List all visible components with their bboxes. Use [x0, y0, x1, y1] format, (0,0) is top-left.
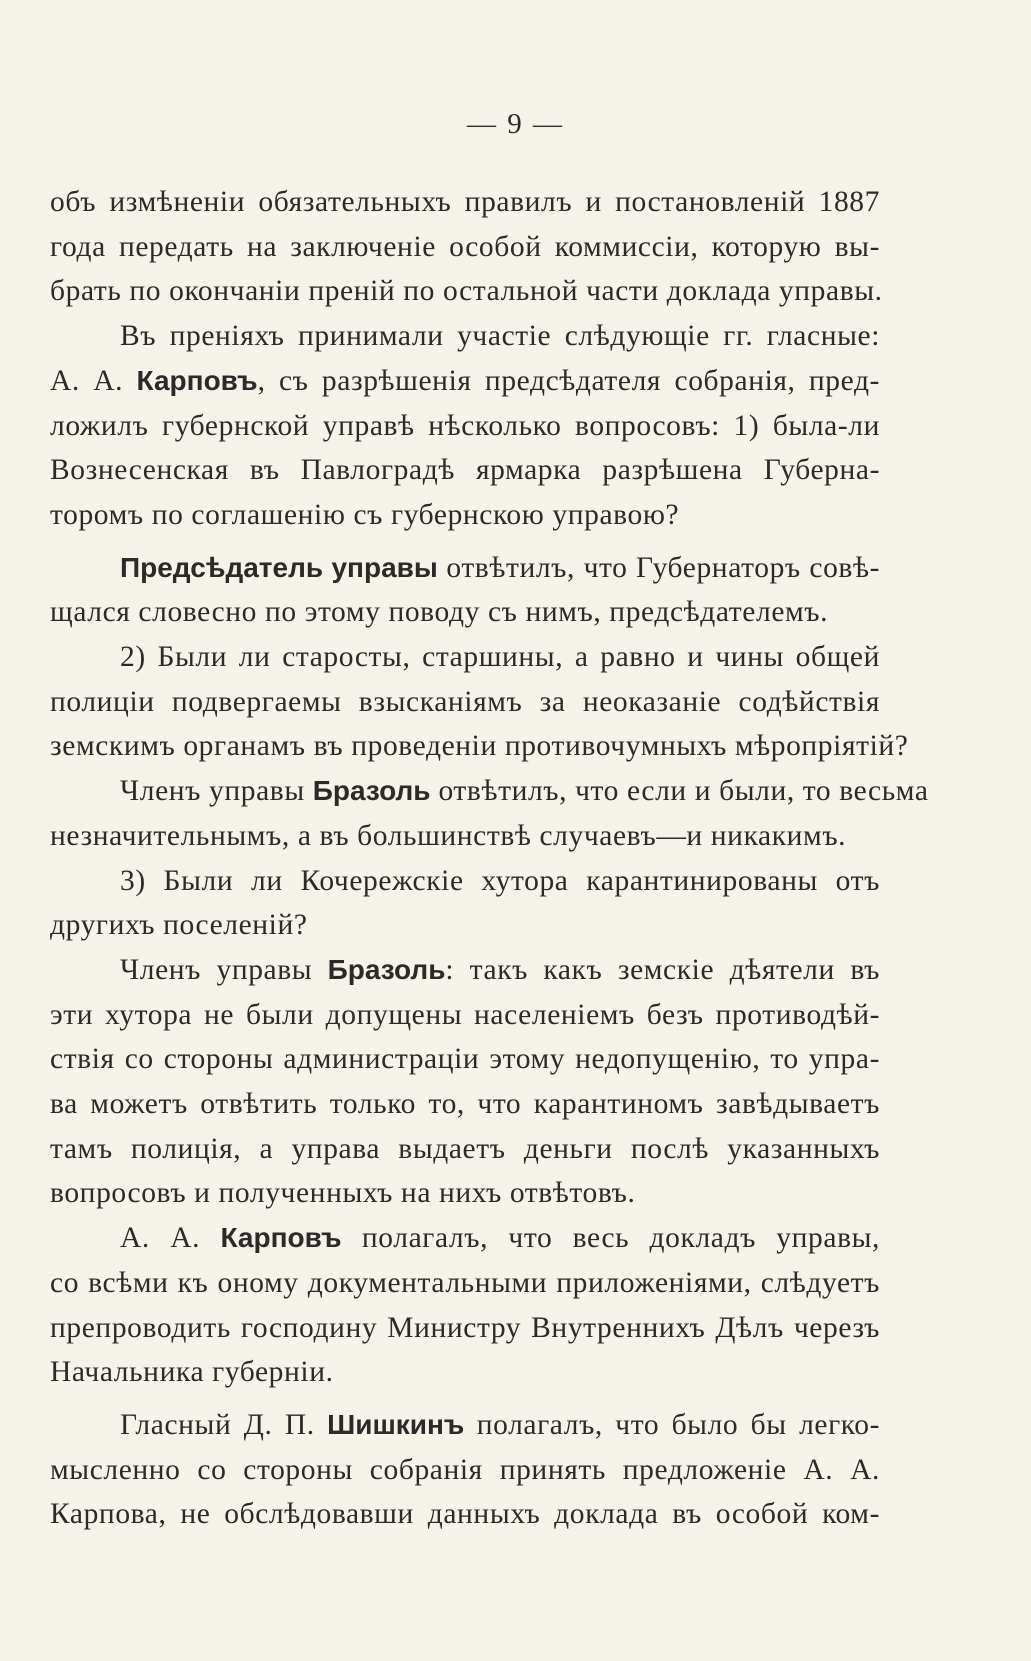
line-text: мысленно со стороны собранія принять предложеніе А. А.	[50, 1453, 880, 1486]
line-text: Членъ управы	[120, 775, 313, 808]
text-line	[50, 1350, 880, 1395]
text-line	[50, 1261, 880, 1306]
line-text: Вознесенская въ Павлоградѣ ярмарка разрѣшена Губерна-	[50, 454, 880, 487]
line-text: эти хутора не были допущены населеніемъ безъ противодѣй-	[50, 998, 880, 1031]
text-line	[50, 359, 880, 404]
text-line	[50, 724, 909, 769]
line-text: земскимъ органамъ въ проведеніи противочумныхъ мѣропріятій?	[50, 730, 909, 763]
text-line	[50, 493, 880, 538]
text-line	[50, 993, 880, 1038]
line-text: А. А.	[120, 1222, 221, 1255]
line-text: полагалъ, что было бы легко-	[464, 1408, 880, 1441]
text-line	[50, 1171, 880, 1216]
line-text: ва можетъ отвѣтить только то, что карантиномъ завѣдываетъ	[50, 1088, 880, 1121]
line-text: препроводить господину Министру Внутреннихъ Дѣлъ черезъ	[50, 1311, 880, 1344]
line-text: А. А.	[50, 364, 137, 397]
text-line	[50, 590, 880, 635]
text-line	[50, 225, 880, 270]
line-text: , съ разрѣшенія предсѣдателя собранія, пред-	[257, 364, 880, 397]
body-text	[50, 180, 929, 1537]
line-text: полагалъ, что весь докладъ управы,	[341, 1222, 880, 1255]
line-text: отвѣтилъ, что если и были, то весьма	[430, 775, 929, 808]
line-text: ложилъ губернской управѣ нѣсколько вопросовъ: 1) была-ли	[50, 409, 880, 442]
speaker-name: Шишкинъ	[327, 1408, 465, 1440]
line-text: Карпова, не обслѣдовавши данныхъ доклада въ особой ком-	[50, 1498, 880, 1531]
line-text: Членъ управы	[120, 953, 328, 986]
speaker-name: Карповъ	[220, 1222, 342, 1254]
text-line	[50, 948, 880, 993]
line-text: объ измѣненіи обязательныхъ правилъ и постановленій 1887	[50, 186, 880, 218]
text-line	[50, 859, 880, 904]
text-line	[50, 448, 880, 493]
text-line	[50, 1127, 880, 1172]
line-text: щался словесно по этому поводу съ нимъ, предсѣдателемъ.	[50, 596, 829, 629]
speaker-name: Бразоль	[312, 775, 431, 807]
line-text: Начальника губерніи.	[50, 1356, 334, 1389]
speaker-name: Бразоль	[327, 953, 446, 985]
text-line	[50, 1403, 880, 1448]
line-text: Въ преніяхъ принимали участіе слѣдующіе гг. гласные:	[120, 320, 880, 353]
text-line	[50, 314, 880, 359]
line-text: полиціи подвергаемы взысканіямъ за неоказаніе содѣйствія	[50, 685, 880, 718]
line-text: 2) Были ли старосты, старшины, а равно и чины общей	[120, 641, 880, 674]
text-line	[50, 180, 880, 225]
text-line	[50, 680, 880, 725]
text-line	[50, 1448, 880, 1493]
text-line	[50, 635, 880, 680]
text-line	[50, 269, 883, 314]
line-text: другихъ поселеній?	[50, 909, 308, 942]
text-line	[50, 1037, 880, 1082]
text-line	[50, 1216, 880, 1261]
line-text: отвѣтилъ, что Губернаторъ совѣ-	[437, 551, 880, 584]
line-text: 3) Были ли Кочережскіе хутора карантинированы отъ	[120, 864, 880, 897]
speaker-name: Карповъ	[136, 364, 258, 396]
line-text: вопросовъ и полученныхъ на нихъ отвѣтовъ.	[50, 1177, 636, 1210]
line-text: Гласный Д. П.	[120, 1408, 328, 1441]
text-line	[50, 1492, 880, 1537]
line-text: : такъ какъ земскіе дѣятели въ	[445, 953, 880, 986]
text-line	[50, 814, 880, 859]
line-text: со всѣми къ оному документальными приложеніями, слѣдуетъ	[50, 1266, 880, 1299]
text-line	[50, 404, 880, 449]
text-line	[50, 903, 880, 948]
text-line	[50, 1082, 880, 1127]
text-line	[50, 546, 880, 591]
speaker-name: Предсѣдатель управы	[120, 551, 438, 583]
line-text: незначительнымъ, а въ большинствѣ случаевъ—и никакимъ.	[50, 819, 847, 852]
line-text: года передать на заключеніе особой коммиссіи, которую вы-	[50, 230, 880, 263]
line-text: ствія со стороны администраціи этому недопущенію, то упра-	[50, 1043, 880, 1076]
line-text: тамъ полиція, а управа выдаетъ деньги послѣ указанныхъ	[50, 1132, 880, 1165]
text-line	[50, 1306, 880, 1351]
page-number: — 9 —	[467, 108, 564, 140]
text-line	[50, 769, 929, 814]
line-text: брать по окончаніи преній по остальной части доклада управы.	[50, 275, 883, 308]
line-text: торомъ по соглашенію съ губернскою управою?	[50, 498, 680, 531]
